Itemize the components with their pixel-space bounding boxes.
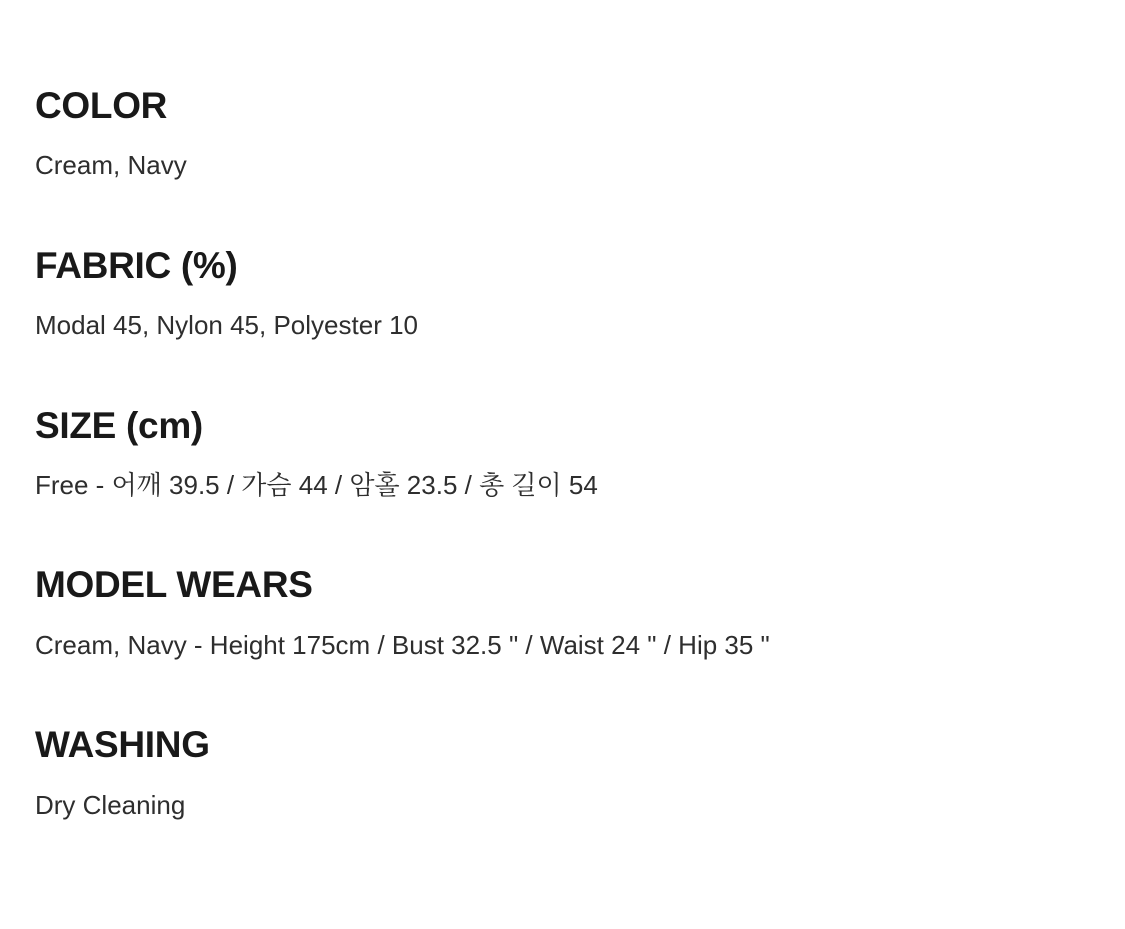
model-wears-value: Cream, Navy - Height 175cm / Bust 32.5 " / Waist 24 " / Hip 35 ": [35, 629, 770, 660]
size-value: Free - 어깨 39.5 / 가슴 44 / 암홀 23.5 / 총 길이 54: [35, 469, 598, 500]
washing-heading: WASHING: [35, 724, 210, 766]
model-wears-heading: MODEL WEARS: [35, 564, 313, 606]
section-model-wears: [35, 563, 1085, 663]
fabric-value: Modal 45, Nylon 45, Polyester 10: [35, 310, 418, 341]
fabric-heading: FABRIC (%): [35, 244, 238, 286]
color-heading: COLOR: [35, 85, 168, 126]
section-size: [35, 404, 1085, 504]
color-value: Cream, Navy: [35, 150, 187, 181]
section-fabric: [35, 244, 1085, 344]
size-heading: SIZE (cm): [35, 404, 203, 446]
section-washing: [35, 723, 1085, 823]
washing-value: Dry Cleaning: [35, 789, 186, 820]
section-color: [35, 84, 1085, 184]
